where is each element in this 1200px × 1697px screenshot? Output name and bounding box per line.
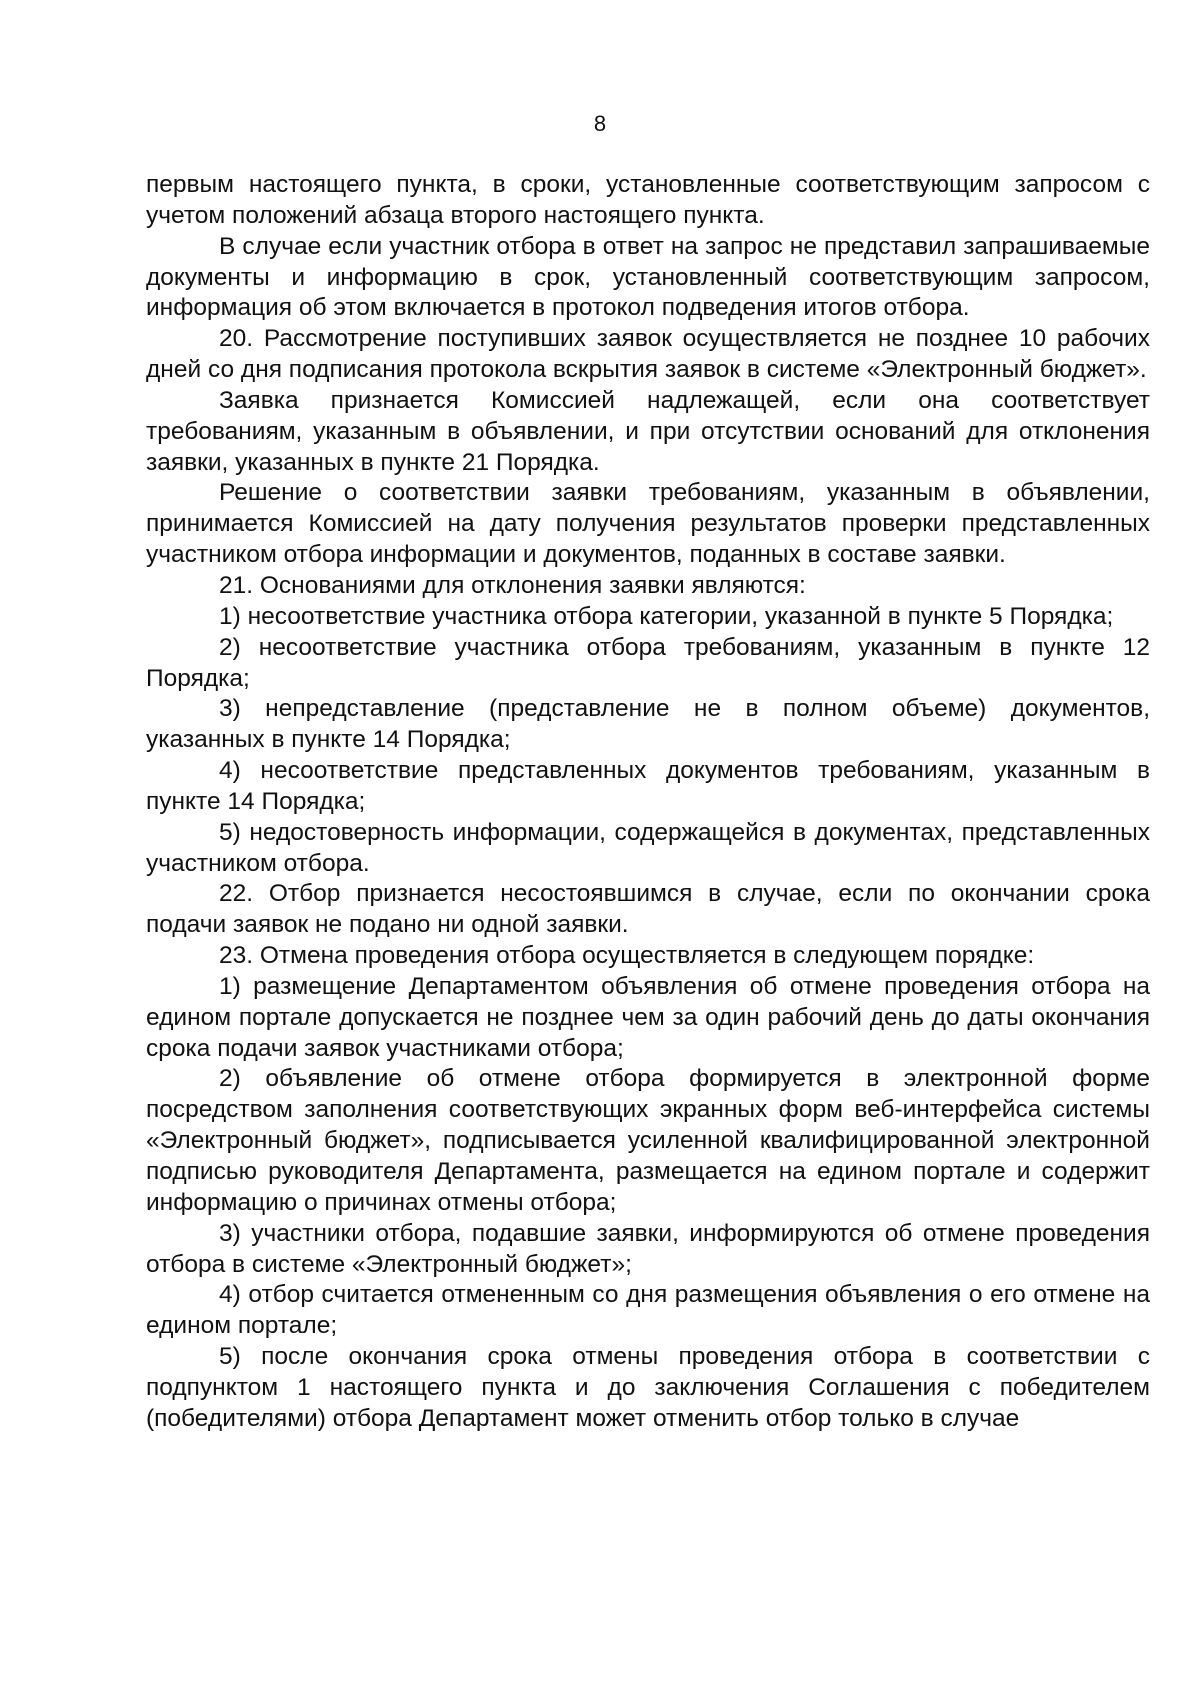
list-item: 2) объявление об отмене отбора формируется в электронной форме посредством заполнения соответствующих экранных форм веб-интерфейса системы «Электронный бюджет», подписывается усиленной квалифицированной электронной подписью руководителя Департамента, размещается на едином портале и содержит информацию о причинах отмены отбора; [146, 1065, 1150, 1216]
list-item: 5) после окончания срока отмены проведения отбора в соответствии с подпунктом 1 настоящего пункта и до заключения Соглашения с победителем (победителями) отбора Департамент может отменить отбор только в случае [146, 1343, 1150, 1432]
paragraph: В случае если участник отбора в ответ на запрос не представил запрашиваемые документы и информацию в срок, установленный соответствующим запросом, информация об этом включается в протокол подведения итогов отбора. [146, 232, 1150, 322]
page-number: 8 [593, 111, 607, 136]
list-item: 1) размещение Департаментом объявления об отмене проведения отбора на едином портале допускается не позднее чем за один рабочий день до даты окончания срока подачи заявок участниками отбора; [146, 972, 1150, 1062]
list-item: 1) несоответствие участника отбора категории, указанной в пункте 5 Порядка; [219, 602, 1114, 630]
paragraph-item-23: 23. Отмена проведения отбора осуществляется в следующем порядке: [219, 942, 1035, 970]
document-body [146, 170, 1150, 1435]
paragraph-item-22: 22. Отбор признается несостоявшимся в случае, если по окончании срока подачи заявок не подано ни одной заявки. [146, 880, 1150, 939]
list-item: 2) несоответствие участника отбора требованиям, указанным в пункте 12 Порядка; [146, 633, 1150, 692]
paragraph: Решение о соответствии заявки требованиям, указанным в объявлении, принимается Комиссией на дату получения результатов проверки представленных участником отбора информации и документов, поданных в составе заявки. [146, 479, 1150, 569]
list-item: 5) недостоверность информации, содержащейся в документах, представленных участником отбора. [146, 818, 1150, 877]
paragraph-item-21: 21. Основаниями для отклонения заявки являются: [219, 571, 806, 599]
list-item: 4) отбор считается отмененным со дня размещения объявления о его отмене на едином портале; [146, 1281, 1150, 1340]
paragraph-continuation: первым настоящего пункта, в сроки, установленные соответствующим запросом с учетом положений абзаца второго настоящего пункта. [146, 171, 1150, 229]
list-item: 4) несоответствие представленных документов требованиям, указанным в пункте 14 Порядка; [146, 757, 1150, 815]
list-item: 3) участники отбора, подавшие заявки, информируются об отмене проведения отбора в системе «Электронный бюджет»; [146, 1219, 1150, 1278]
list-item: 3) непредставление (представление не в полном объеме) документов, указанных в пункте 14 Порядка; [146, 695, 1150, 754]
paragraph: Заявка признается Комиссией надлежащей, если она соответствует требованиям, указанным в объявлении, и при отсутствии оснований для отклонения заявки, указанных в пункте 21 Порядка. [146, 386, 1150, 476]
paragraph-item-20: 20. Рассмотрение поступивших заявок осуществляется не позднее 10 рабочих дней со дня подписания протокола вскрытия заявок в системе «Электронный бюджет». [146, 325, 1150, 384]
